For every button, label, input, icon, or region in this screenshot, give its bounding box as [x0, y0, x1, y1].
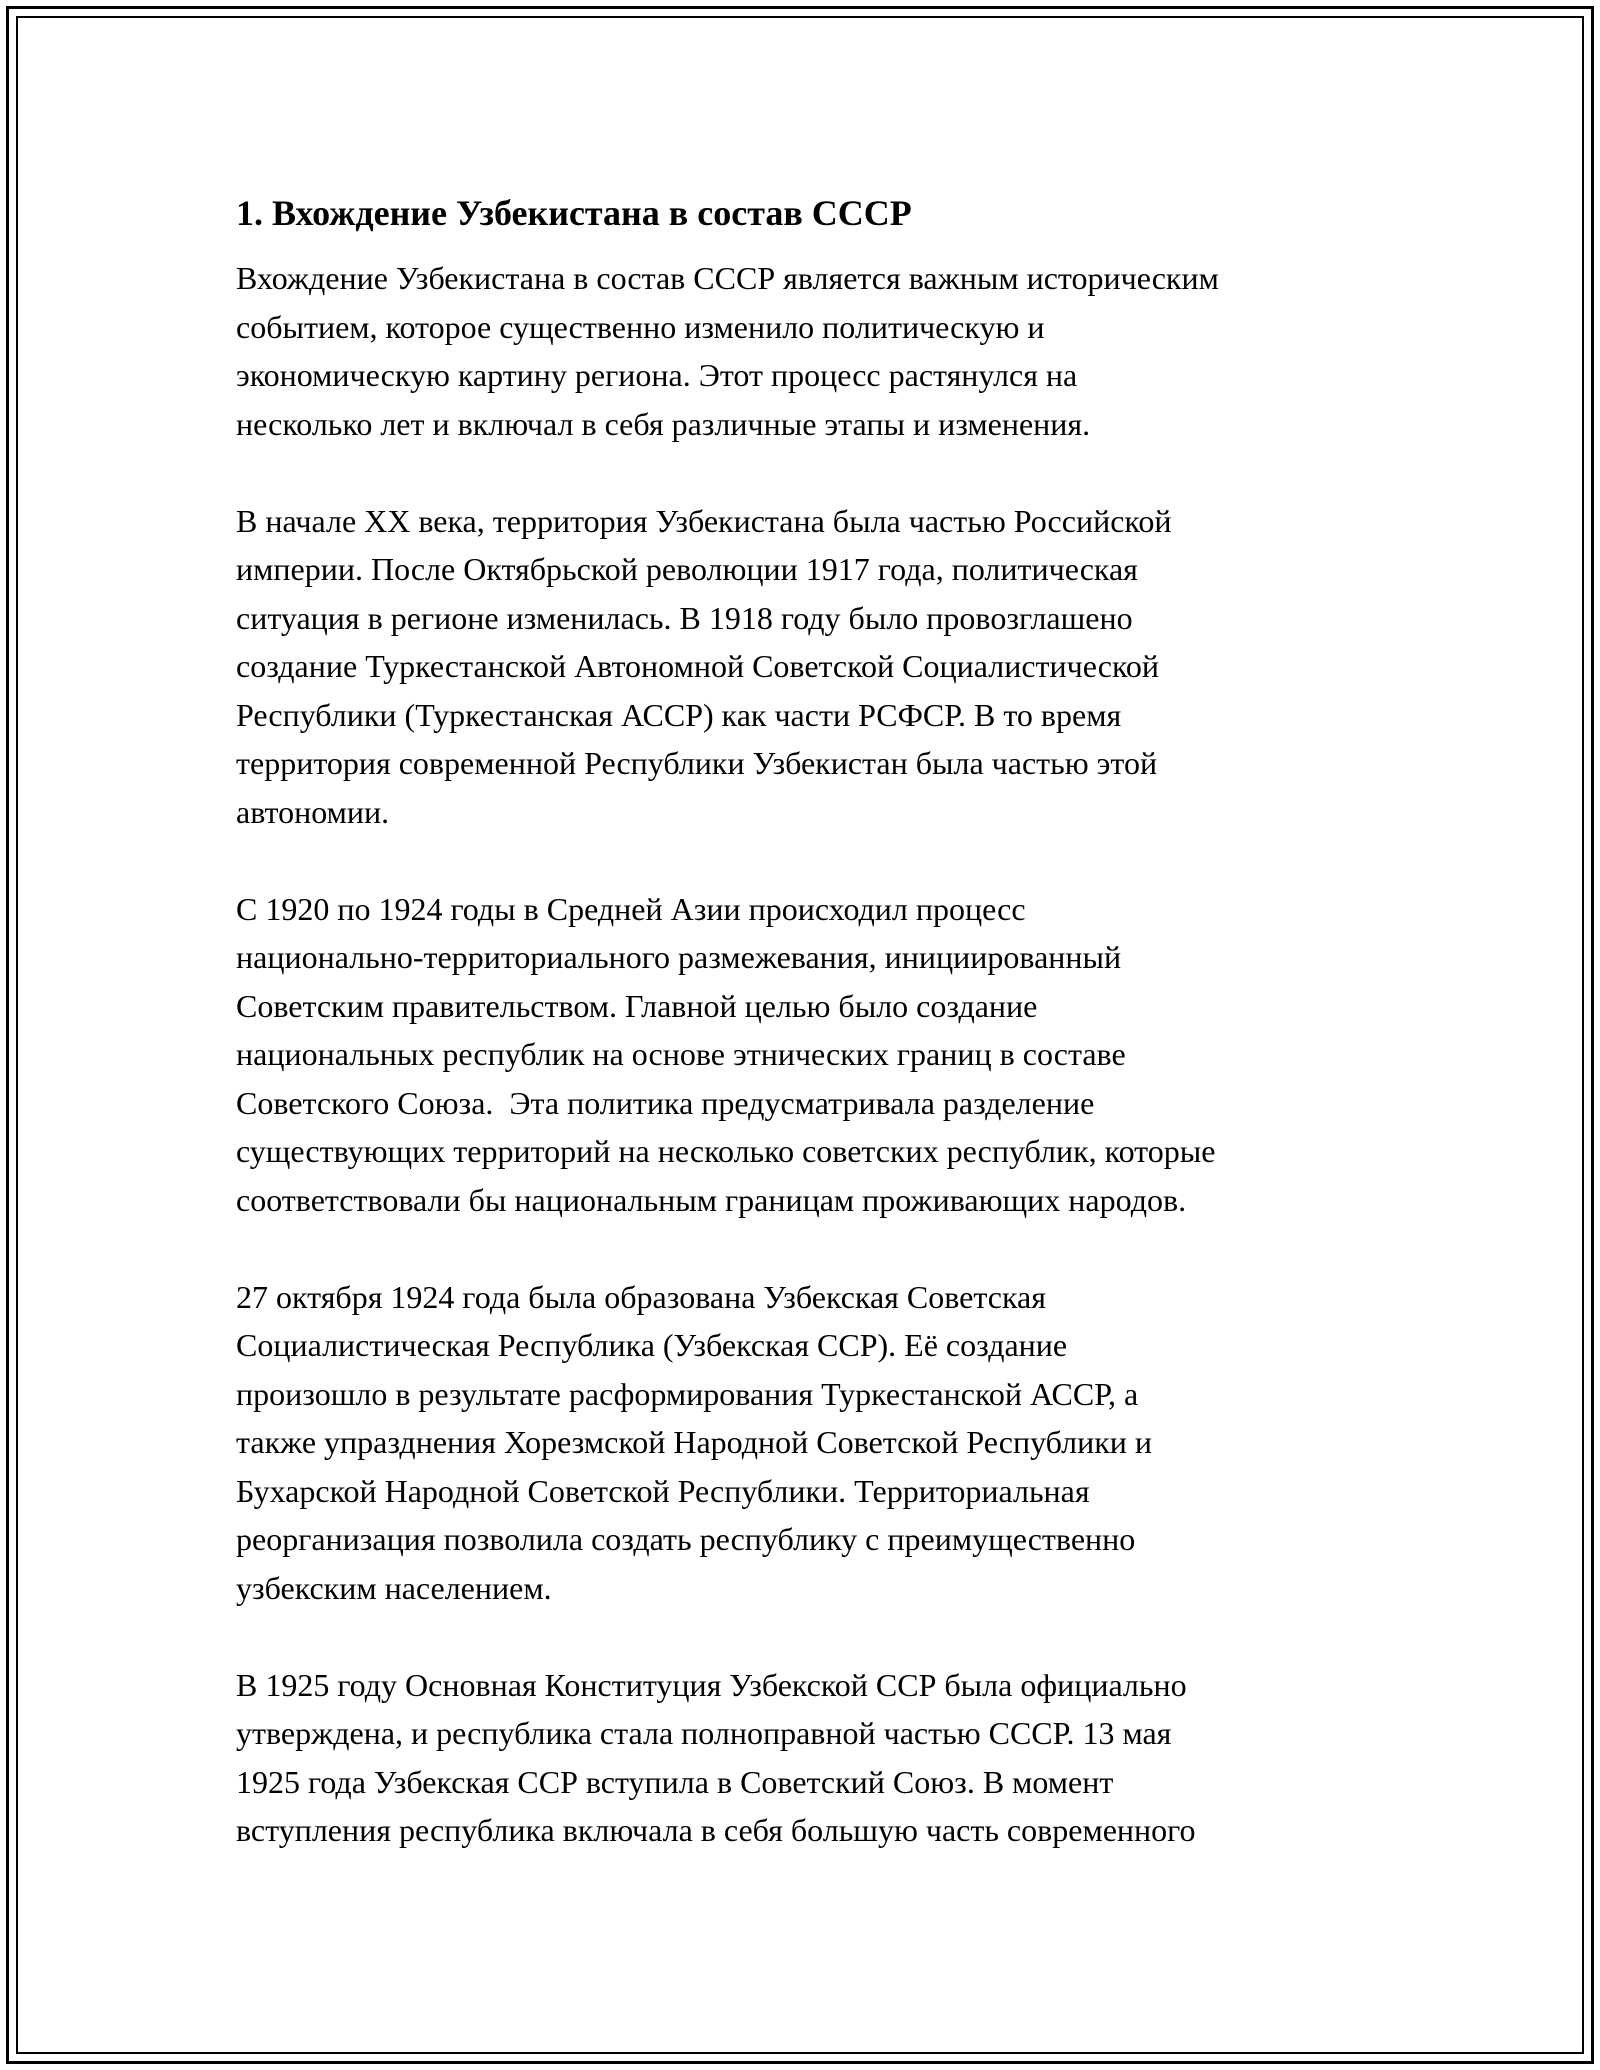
paragraph-5	[236, 1661, 1406, 1855]
paragraph-line: Социалистическая Республика (Узбекская ССР). Её создание	[236, 1327, 1068, 1363]
paragraph-line: утверждена, и республика стала полноправной частью СССР. 13 мая	[236, 1715, 1172, 1751]
paragraph-line: также упразднения Хорезмской Народной Советской Республики и	[236, 1424, 1153, 1460]
paragraph-4	[236, 1273, 1406, 1613]
paragraph-line: 1925 года Узбекская ССР вступила в Советский Союз. В момент	[236, 1763, 1114, 1800]
paragraph-line: реорганизация позволила создать республику с преимущественно	[236, 1521, 1136, 1557]
paragraph-line: Советским правительством. Главной целью было создание	[236, 987, 1038, 1024]
paragraph-line: Бухарской Народной Советской Республики. Территориальная	[236, 1472, 1090, 1509]
document-body	[236, 254, 1406, 1855]
document-title: 1. Вхождение Узбекистана в состав СССР	[236, 193, 912, 233]
paragraph-line: империи. После Октябрьской революции 1917 года, политическая	[236, 551, 1138, 587]
paragraph-line: национально-территориального размежевания, инициированный	[236, 939, 1122, 975]
paragraph-line: С 1920 по 1924 годы в Средней Азии происходил процесс	[236, 890, 1026, 927]
paragraph-line: Вхождение Узбекистана в состав СССР является важным историческим	[236, 260, 1219, 296]
paragraph-line: узбекским населением.	[236, 1569, 552, 1606]
paragraph-line: 27 октября 1924 года была образована Узбекская Советская	[236, 1278, 1046, 1315]
paragraph-line: существующих территорий на несколько советских республик, которые	[236, 1133, 1216, 1169]
paragraph-line: несколько лет и включал в себя различные этапы и изменения.	[236, 405, 1091, 442]
paragraph-line: создание Туркестанской Автономной Советской Социалистической	[236, 648, 1159, 684]
paragraph-3	[236, 885, 1406, 1225]
paragraph-line: событием, которое существенно изменило политическую и	[236, 308, 1045, 345]
paragraph-2	[236, 497, 1406, 837]
paragraph-1	[236, 254, 1406, 448]
paragraph-line: экономическую картину региона. Этот процесс растянулся на	[236, 357, 1078, 393]
paragraph-line: произошло в результате расформирования Туркестанской АССР, а	[236, 1375, 1139, 1412]
paragraph-line: В начале XX века, территория Узбекистана была частью Российской	[236, 502, 1172, 539]
paragraph-line: автономии.	[236, 793, 390, 830]
paragraph-line: национальных республик на основе этнических границ в составе	[236, 1036, 1126, 1072]
paragraph-line: Советского Союза. Эта политика предусматривала разделение	[236, 1084, 1095, 1121]
paragraph-line: Республики (Туркестанская АССР) как части РСФСР. В то время	[236, 696, 1122, 733]
paragraph-line: ситуация в регионе изменилась. В 1918 году было провозглашено	[236, 599, 1133, 636]
paragraph-line: вступления республика включала в себя большую часть современного	[236, 1812, 1196, 1848]
paragraph-line: В 1925 году Основная Конституция Узбекской ССР была официально	[236, 1666, 1187, 1703]
paragraph-line: территория современной Республики Узбекистан была частью этой	[236, 745, 1158, 781]
document-content	[236, 186, 1406, 1903]
paragraph-line: соответствовали бы национальным границам проживающих народов.	[236, 1181, 1187, 1218]
